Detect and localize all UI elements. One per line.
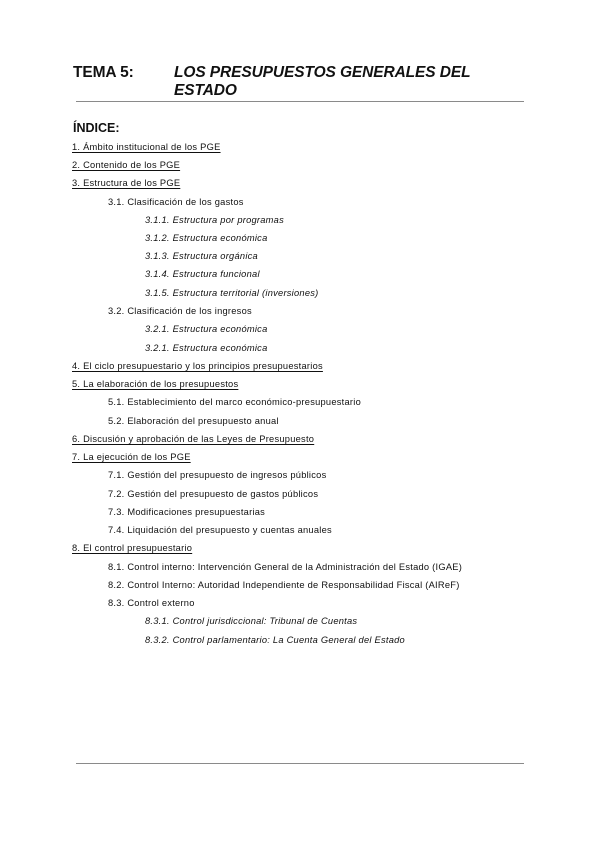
toc-item: 3.2. Clasificación de los ingresos [108, 306, 252, 316]
toc-item: 7.3. Modificaciones presupuestarias [108, 507, 266, 517]
toc-item[interactable]: 6. Discusión y aprobación de las Leyes de Presupuesto [72, 434, 315, 444]
toc-item: 3.1.3. Estructura orgánica [145, 251, 258, 261]
toc-item: 8.1. Control interno: Intervención General de la Administración del Estado (IGAE) [108, 562, 463, 572]
index-heading: ÍNDICE: [73, 121, 120, 135]
document-header [73, 64, 533, 99]
toc-item: 3.1.4. Estructura funcional [145, 269, 260, 279]
toc-item: 3.2.1. Estructura económica [145, 324, 268, 334]
toc-item: 5.1. Establecimiento del marco económico-presupuestario [108, 397, 362, 407]
toc-item: 8.3.2. Control parlamentario: La Cuenta General del Estado [145, 635, 405, 645]
toc-item[interactable]: 5. La elaboración de los presupuestos [72, 379, 239, 389]
page-title: LOS PRESUPUESTOS GENERALES DEL ESTADO [174, 64, 471, 99]
top-divider [76, 101, 524, 102]
topic-number: TEMA 5: [73, 64, 134, 81]
toc-item[interactable]: 1. Ámbito institucional de los PGE [72, 142, 221, 152]
toc-item[interactable]: 4. El ciclo presupuestario y los principios presupuestarios [72, 361, 323, 371]
toc-item: 7.4. Liquidación del presupuesto y cuentas anuales [108, 525, 332, 535]
toc-item: 3.2.1. Estructura económica [145, 343, 268, 353]
bottom-divider [76, 763, 524, 764]
toc-item: 8.3.1. Control jurisdiccional: Tribunal de Cuentas [145, 616, 358, 626]
toc-item: 7.1. Gestión del presupuesto de ingresos públicos [108, 470, 327, 480]
toc-item: 3.1.1. Estructura por programas [145, 215, 285, 225]
toc-item: 3.1.2. Estructura económica [145, 233, 268, 243]
toc-item: 3.1.5. Estructura territorial (inversiones) [145, 288, 319, 298]
toc-item: 8.3. Control externo [108, 598, 195, 608]
toc-item: 3.1. Clasificación de los gastos [108, 197, 244, 207]
toc-item: 7.2. Gestión del presupuesto de gastos públicos [108, 489, 319, 499]
toc-item: 5.2. Elaboración del presupuesto anual [108, 416, 279, 426]
toc-item[interactable]: 3. Estructura de los PGE [72, 178, 181, 188]
toc-item[interactable]: 7. La ejecución de los PGE [72, 452, 191, 462]
toc-item[interactable]: 8. El control presupuestario [72, 543, 193, 553]
toc-item: 8.2. Control Interno: Autoridad Independiente de Responsabilidad Fiscal (AIReF) [108, 580, 460, 590]
toc-item[interactable]: 2. Contenido de los PGE [72, 160, 181, 170]
